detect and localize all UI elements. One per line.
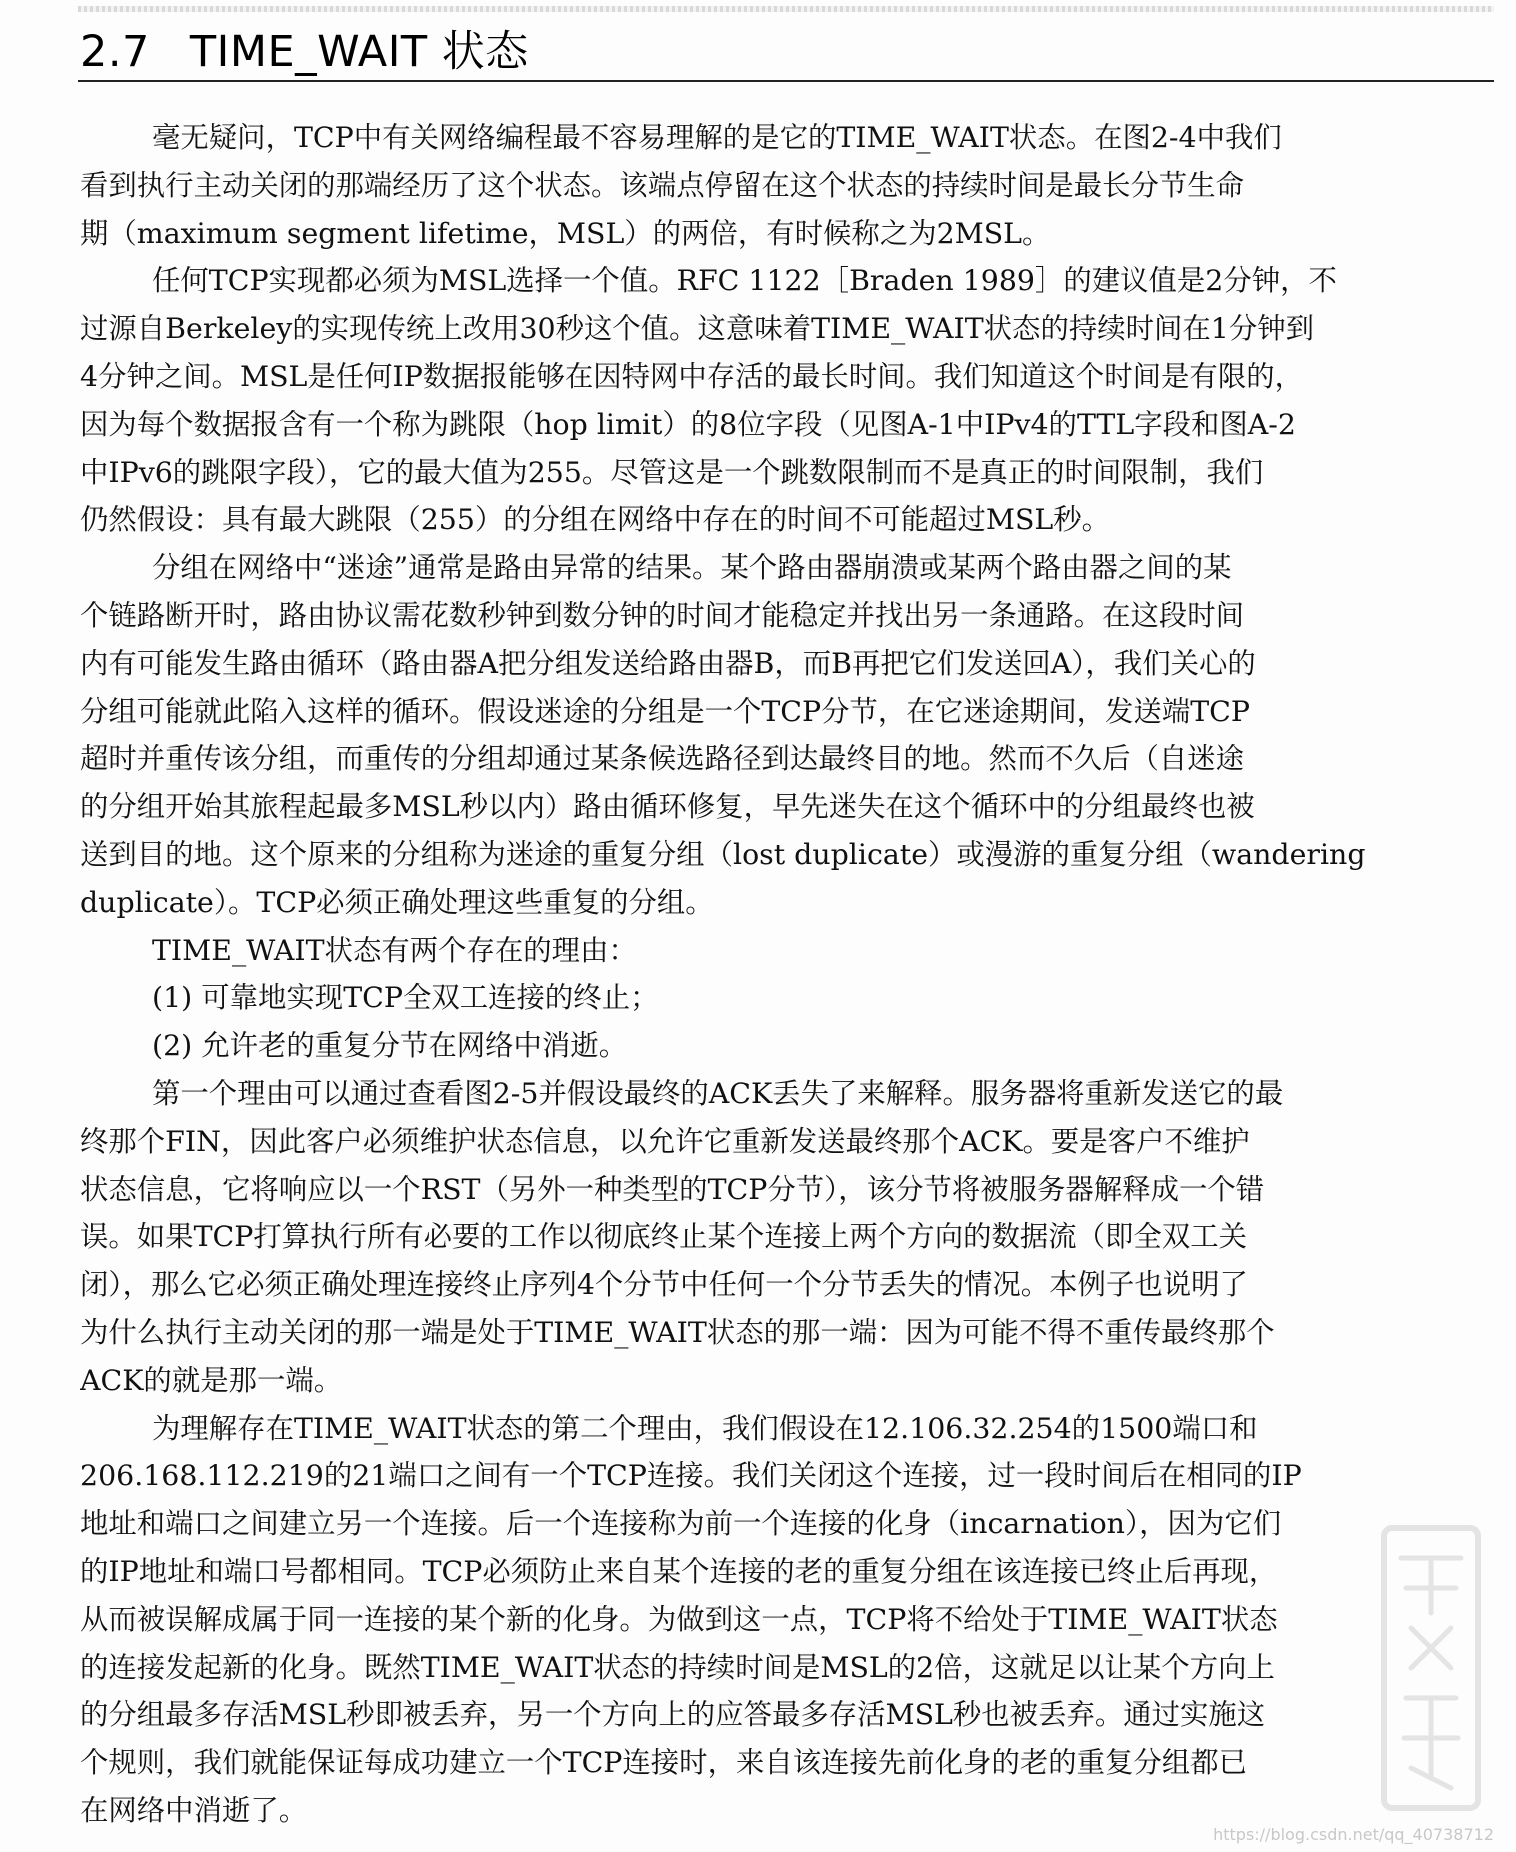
- text-line: 送到目的地。这个原来的分组称为迷途的重复分组（lost duplicate）或漫游的重复分组（wandering: [80, 837, 1366, 871]
- text-line: TIME_WAIT状态有两个存在的理由：: [152, 933, 637, 967]
- text-line: 个规则，我们就能保证每成功建立一个TCP连接时，来自该连接先前化身的老的重复分组都已: [80, 1746, 1247, 1780]
- text-line: duplicate）。TCP必须正确处理这些重复的分组。: [80, 885, 714, 919]
- text-line: 的分组最多存活MSL秒即被丢弃，另一个方向上的应答最多存活MSL秒也被丢弃。通过实施这: [80, 1698, 1266, 1732]
- section-number: 2.7: [80, 27, 150, 77]
- section-title: TIME_WAIT 状态: [189, 27, 529, 77]
- text-line: 分组可能就此陷入这样的循环。假设迷途的分组是一个TCP分节，在它迷途期间，发送端TCP: [80, 694, 1250, 728]
- text-line: 的连接发起新的化身。既然TIME_WAIT状态的持续时间是MSL的2倍，这就足以让某个方向上: [80, 1650, 1275, 1684]
- text-line: 206.168.112.219的21端口之间有一个TCP连接。我们关闭这个连接，过一段时间后在相同的IP: [80, 1459, 1302, 1493]
- text-line: 4分钟之间。MSL是任何IP数据报能够在因特网中存活的最长时间。我们知道这个时间是有限的，: [80, 359, 1303, 393]
- section-heading: [80, 18, 529, 76]
- body-text: [80, 114, 1492, 1835]
- text-line: 闭），那么它必须正确处理连接终止序列4个分节中任何一个分节丢失的情况。本例子也说明了: [80, 1268, 1248, 1302]
- watermark-stamp-graphic: [1376, 1518, 1486, 1818]
- watermark-url: https://blog.csdn.net/qq_40738712: [1213, 1825, 1494, 1844]
- text-line: 第一个理由可以通过查看图2-5并假设最终的ACK丢失了来解释。服务器将重新发送它的最: [152, 1076, 1284, 1110]
- text-line: 在网络中消逝了。: [80, 1793, 308, 1827]
- text-line: 看到执行主动关闭的那端经历了这个状态。该端点停留在这个状态的持续时间是最长分节生命: [80, 168, 1245, 202]
- text-line: 为理解存在TIME_WAIT状态的第二个理由，我们假设在12.106.32.254的1500端口和: [152, 1411, 1258, 1445]
- text-line: (2) 允许老的重复分节在网络中消逝。: [152, 1029, 628, 1063]
- text-line: 分组在网络中“迷途”通常是路由异常的结果。某个路由器崩溃或某两个路由器之间的某: [152, 551, 1232, 585]
- text-line: 超时并重传该分组，而重传的分组却通过某条候选路径到达最终目的地。然而不久后（自迷途: [80, 742, 1245, 776]
- watermark-stamp: [1376, 1518, 1486, 1818]
- text-line: 个链路断开时，路由协议需花数秒钟到数分钟的时间才能稳定并找出另一条通路。在这段时间: [80, 598, 1245, 632]
- text-line: 仍然假设：具有最大跳限（255）的分组在网络中存在的时间不可能超过MSL秒。: [80, 503, 1111, 537]
- text-line: 误。如果TCP打算执行所有必要的工作以彻底终止某个连接上两个方向的数据流（即全双工关: [80, 1220, 1247, 1254]
- text-line: 期（maximum segment lifetime，MSL）的两倍，有时候称之为2MSL。: [80, 216, 1051, 250]
- text-line: 毫无疑问，TCP中有关网络编程最不容易理解的是它的TIME_WAIT状态。在图2-4中我们: [152, 121, 1282, 154]
- heading-rule: [78, 80, 1494, 82]
- text-line: 地址和端口之间建立另一个连接。后一个连接称为前一个连接的化身（incarnation），因为它们: [80, 1507, 1282, 1541]
- text-line: 的分组开始其旅程起最多MSL秒以内）路由循环修复，早先迷失在这个循环中的分组最终也被: [80, 790, 1255, 824]
- text-line: 内有可能发生路由循环（路由器A把分组发送给路由器B，而B再把它们发送回A），我们关心的: [80, 646, 1256, 680]
- text-line: 的IP地址和端口号都相同。TCP必须防止来自某个连接的老的重复分组在该连接已终止后再现，: [80, 1554, 1278, 1588]
- text-line: (1) 可靠地实现TCP全双工连接的终止；: [152, 981, 659, 1015]
- text-line: 为什么执行主动关闭的那一端是处于TIME_WAIT状态的那一端：因为可能不得不重传最终那个: [80, 1315, 1275, 1349]
- text-line: 终那个FIN，因此客户必须维护状态信息，以允许它重新发送最终那个ACK。要是客户不维护: [80, 1124, 1250, 1158]
- text-line: 任何TCP实现都必须为MSL选择一个值。RFC 1122［Braden 1989］的建议值是2分钟，不: [152, 264, 1337, 298]
- text-line: 从而被误解成属于同一连接的某个新的化身。为做到这一点，TCP将不给处于TIME_WAIT状态: [80, 1602, 1278, 1636]
- text-line: 中IPv6的跳限字段），它的最大值为255。尽管这是一个跳数限制而不是真正的时间限制，我们: [80, 455, 1264, 489]
- text-line: 因为每个数据报含有一个称为跳限（hop limit）的8位字段（见图A-1中IPv4的TTL字段和图A-2: [80, 407, 1296, 441]
- text-line: ACK的就是那一端。: [80, 1363, 343, 1397]
- text-line: 过源自Berkeley的实现传统上改用30秒这个值。这意味着TIME_WAIT状态的持续时间在1分钟到: [80, 312, 1315, 346]
- text-line: 状态信息，它将响应以一个RST（另外一种类型的TCP分节），该分节将被服务器解释成一个错: [80, 1172, 1265, 1206]
- scan-top-edge: [78, 6, 1494, 12]
